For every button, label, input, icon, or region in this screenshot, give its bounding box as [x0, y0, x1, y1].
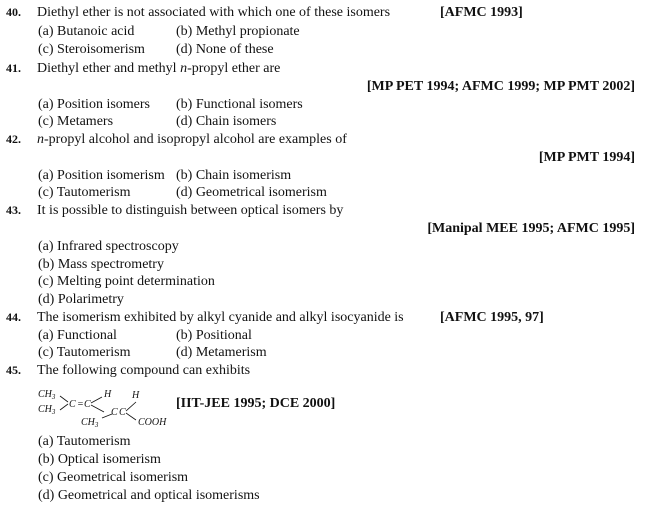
- question-44-stem: The isomerism exhibited by alkyl cyanide and alkyl isocyanide is: [37, 310, 404, 325]
- question-43-option-b: (b) Mass spectrometry: [38, 257, 164, 272]
- question-40-ref: [AFMC 1993]: [440, 5, 523, 20]
- question-45-number: 45.: [6, 363, 21, 377]
- question-44-number: 44.: [6, 310, 21, 324]
- question-43-stem: It is possible to distinguish between optical isomers by: [37, 203, 344, 218]
- question-43-option-a: (a) Infrared spectroscopy: [38, 239, 179, 254]
- question-41-number: 41.: [6, 61, 21, 75]
- question-41-option-c: (c) Metamers: [38, 114, 114, 129]
- question-44-option-a: (a) Functional: [38, 328, 117, 343]
- structure-h2: H: [132, 390, 140, 401]
- question-45-option-c: (c) Geometrical isomerism: [38, 470, 189, 485]
- compound-structure: [36, 388, 176, 428]
- question-42-option-a: (a) Position isomerism: [38, 168, 165, 183]
- question-40-option-b: (b) Methyl propionate: [176, 24, 300, 39]
- question-43-option-c: (c) Melting point determination: [38, 274, 215, 289]
- question-41-option-b: (b) Functional isomers: [176, 97, 303, 112]
- question-45-option-a: (a) Tautomerism: [38, 434, 131, 449]
- question-43-option-d: (d) Polarimetry: [38, 292, 124, 307]
- structure-cooh: COOH: [138, 417, 167, 428]
- structure-c3-marker: C: [119, 407, 126, 418]
- question-43-ref: [Manipal MEE 1995; AFMC 1995]: [427, 221, 635, 236]
- structure-ch3-bottom: $CH_3$: [38, 404, 56, 416]
- question-44-option-b: (b) Positional: [176, 328, 252, 343]
- question-41-option-d: (d) Chain isomers: [176, 114, 277, 129]
- question-42-option-b: (b) Chain isomerism: [176, 168, 292, 183]
- question-40-option-d: (d) None of these: [176, 42, 274, 57]
- question-41-option-a: (a) Position isomers: [38, 97, 150, 112]
- question-43-number: 43.: [6, 203, 21, 217]
- question-42-stem: n-propyl alcohol and isopropyl alcohol are examples of: [37, 132, 347, 147]
- structure-double-bond: =: [77, 399, 84, 410]
- question-44-option-d: (d) Metamerism: [176, 345, 267, 360]
- question-41-stem: Diethyl ether and methyl n-propyl ether are: [37, 61, 281, 76]
- structure-c3: C: [111, 407, 118, 418]
- question-41-ref: [MP PET 1994; AFMC 1999; MP PMT 2002]: [366, 79, 635, 94]
- question-45-ref: [IIT-JEE 1995; DCE 2000]: [176, 396, 336, 411]
- question-40-stem: Diethyl ether is not associated with which one of these isomers: [37, 5, 391, 20]
- question-42-number: 42.: [6, 132, 21, 146]
- question-42-option-d: (d) Geometrical isomerism: [176, 185, 327, 200]
- structure-c2: C: [84, 399, 91, 410]
- question-45-option-d: (d) Geometrical and optical isomerisms: [38, 488, 260, 503]
- question-45-stem: The following compound can exhibits: [37, 363, 251, 378]
- question-40-option-c: (c) Steroisomerism: [38, 42, 145, 57]
- question-44-ref: [AFMC 1995, 97]: [440, 310, 544, 325]
- structure-ch3-top: $CH_3$: [38, 389, 56, 401]
- question-42-ref: [MP PMT 1994]: [538, 150, 635, 165]
- question-40-option-a: (a) Butanoic acid: [38, 24, 135, 39]
- structure-h1: H: [104, 389, 112, 400]
- question-42-option-c: (c) Tautomerism: [38, 185, 131, 200]
- structure-c1: C: [69, 399, 76, 410]
- question-45-option-b: (b) Optical isomerism: [38, 452, 161, 467]
- question-44-option-c: (c) Tautomerism: [38, 345, 131, 360]
- structure-ch3-lower: $CH_3$: [81, 417, 99, 428]
- question-40-number: 40.: [6, 5, 21, 19]
